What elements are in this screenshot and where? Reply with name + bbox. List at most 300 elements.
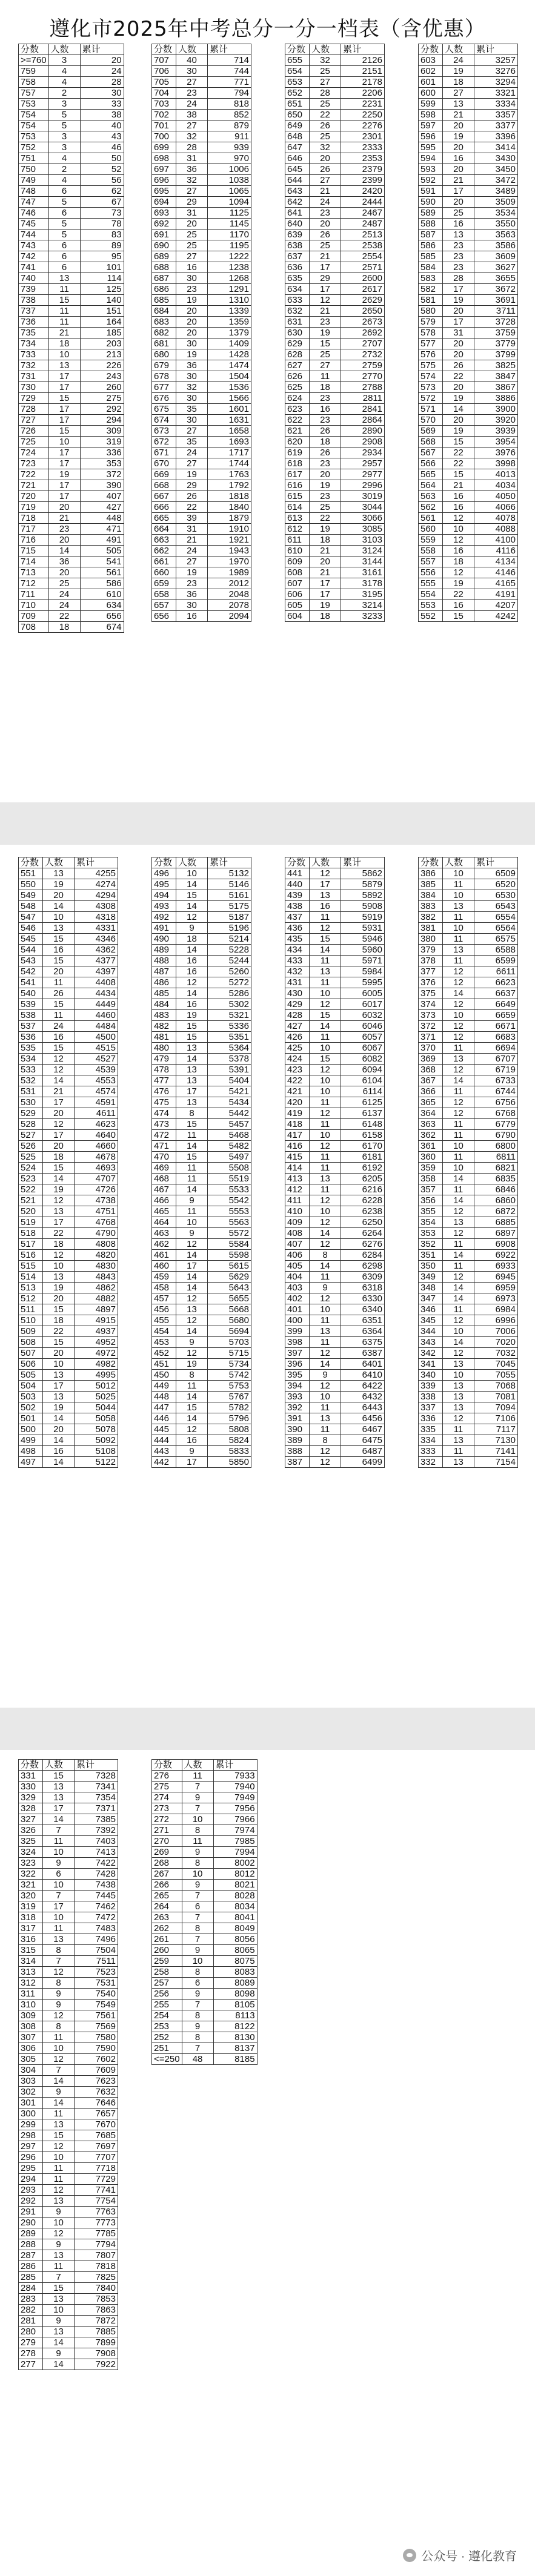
count-cell: 13 [48,273,80,284]
score-cell: 474 [152,1108,176,1119]
table-row [419,284,518,295]
count-cell: 23 [176,578,208,589]
table-row [19,1010,118,1021]
table-row [152,1250,251,1261]
score-cell: 458 [152,1283,176,1293]
score-cell: 711 [19,589,49,600]
cumulative-cell: 5161 [208,890,251,901]
score-column-1 [18,857,118,1468]
count-cell: 15 [310,1054,341,1065]
table-row [19,1413,118,1424]
count-cell: 9 [182,1847,213,1858]
cumulative-cell: 1125 [208,208,251,219]
count-cell: 26 [310,447,341,458]
score-cell: 612 [285,524,310,535]
column-header: 分数 [19,857,43,868]
table-row [152,977,251,988]
cumulative-cell: 7956 [213,1803,257,1814]
cumulative-cell: 4449 [75,999,118,1010]
table-row [419,164,518,175]
count-cell: 3 [48,99,80,110]
table-row [19,1457,118,1468]
cumulative-cell: 4707 [75,1174,118,1184]
count-cell: 13 [310,890,341,901]
score-cell: 497 [19,1457,43,1468]
score-cell: 341 [419,1359,443,1370]
count-cell: 9 [176,1446,208,1457]
count-cell: 12 [43,2141,75,2152]
score-cell: 439 [285,890,310,901]
cumulative-cell: 6959 [474,1283,518,1293]
table-row [152,611,251,622]
table-row [419,1359,518,1370]
count-cell: 10 [43,1847,75,1858]
table-row [285,502,385,513]
cumulative-cell: 4274 [75,879,118,890]
table-row [419,251,518,262]
score-cell: 630 [285,328,310,339]
count-cell: 13 [443,945,474,956]
score-cell: 358 [419,1174,443,1184]
cumulative-cell: 6094 [341,1065,385,1075]
score-cell: 575 [419,360,443,371]
count-cell: 25 [310,240,341,251]
cumulative-cell: 40 [80,121,124,131]
score-cell: 669 [152,469,176,480]
cumulative-cell: 5012 [75,1381,118,1392]
cumulative-cell: 5244 [208,956,251,966]
column-header: 人数 [443,44,474,55]
count-cell: 10 [310,1075,341,1086]
score-cell: 431 [285,977,310,988]
cumulative-cell: 2301 [341,131,385,142]
table-row [152,1054,251,1065]
table-row [419,404,518,415]
score-cell: 435 [285,934,310,945]
table-row [419,437,518,447]
count-cell: 13 [176,1304,208,1315]
cumulative-cell: 5879 [341,879,385,890]
table-row [152,1934,258,1945]
count-cell: 11 [43,2174,75,2185]
column-header: 分数 [19,1760,43,1771]
score-cell: 470 [152,1152,176,1163]
score-cell: 268 [152,1858,182,1869]
count-cell: 14 [43,2098,75,2109]
table-row [419,945,518,956]
table-row [285,1184,385,1195]
cumulative-cell: 5598 [208,1250,251,1261]
cumulative-cell: 6046 [341,1021,385,1032]
count-cell: 14 [43,1814,75,1825]
cumulative-cell: 101 [80,262,124,273]
score-cell: 732 [19,360,49,371]
score-cell: 717 [19,524,49,535]
table-row [285,999,385,1010]
cumulative-cell: 5434 [208,1097,251,1108]
cumulative-cell: 970 [208,153,251,164]
cumulative-cell: 7483 [75,1923,118,1934]
count-cell: 30 [176,371,208,382]
score-cell: 754 [19,110,49,121]
count-cell: 12 [443,1348,474,1359]
score-cell: 588 [419,219,443,230]
score-cell: 329 [19,1792,43,1803]
cumulative-cell: 7985 [213,1836,257,1847]
score-cell: 422 [285,1075,310,1086]
score-cell: 454 [152,1326,176,1337]
score-cell: 253 [152,2021,182,2032]
cumulative-cell: 1566 [208,393,251,404]
cumulative-cell: 6885 [474,1217,518,1228]
score-cell: 663 [152,535,176,546]
count-cell: 18 [48,339,80,349]
score-cell: 450 [152,1370,176,1381]
count-cell: 13 [310,1413,341,1424]
table-row [285,1152,385,1163]
score-cell: 610 [285,546,310,556]
cumulative-cell: 3161 [341,567,385,578]
count-cell: 18 [43,1315,75,1326]
cumulative-cell: 7354 [75,1792,118,1803]
count-cell: 35 [176,437,208,447]
score-cell: 307 [19,2032,43,2043]
table-row [285,1424,385,1435]
score-cell: 567 [419,447,443,458]
score-cell: 537 [19,1021,43,1032]
table-row [285,1381,385,1392]
table-row [19,1348,118,1359]
score-cell: 481 [152,1032,176,1043]
cumulative-cell: 8049 [213,1923,257,1934]
count-cell: 13 [43,868,75,879]
table-row [19,469,124,480]
table-row [285,349,385,360]
table-row [19,2218,118,2228]
table-row [152,988,251,999]
cumulative-cell: 5833 [208,1446,251,1457]
count-cell: 36 [48,556,80,567]
score-cell: 576 [419,349,443,360]
table-row [419,1457,518,1468]
table-row [152,1847,258,1858]
cumulative-cell: 5482 [208,1141,251,1152]
count-cell: 35 [176,404,208,415]
count-cell: 7 [43,1891,75,1901]
table-row [19,513,124,524]
cumulative-cell: 5404 [208,1075,251,1086]
cumulative-cell: 5553 [208,1206,251,1217]
count-cell: 12 [443,535,474,546]
count-cell: 26 [443,360,474,371]
cumulative-cell: 6192 [341,1163,385,1174]
table-row [419,868,518,879]
table-row [285,110,385,121]
score-cell: 548 [19,901,43,912]
count-cell: 9 [43,2348,75,2359]
score-column-1 [18,44,124,633]
count-cell: 14 [310,945,341,956]
cumulative-cell: 3019 [341,491,385,502]
score-cell: 397 [285,1348,310,1359]
table-row [285,1054,385,1065]
cumulative-cell: 7729 [75,2174,118,2185]
table-row [419,1392,518,1402]
cumulative-cell: 95 [80,251,124,262]
column-header: 累计 [474,857,518,868]
score-cell: 453 [152,1337,176,1348]
score-cell: 613 [285,513,310,524]
count-cell: 14 [443,1337,474,1348]
count-cell: 15 [443,437,474,447]
count-cell: 27 [176,556,208,567]
table-row [19,186,124,197]
score-cell: 483 [152,1010,176,1021]
score-cell: 579 [419,317,443,328]
score-cell: 489 [152,945,176,956]
count-cell: 24 [310,197,341,208]
count-cell: 13 [443,1359,474,1370]
count-cell: 17 [48,491,80,502]
table-row [19,1435,118,1446]
score-cell: 389 [285,1435,310,1446]
score-cell: 501 [19,1413,43,1424]
cumulative-cell: 7718 [75,2163,118,2174]
count-cell: 32 [176,175,208,186]
score-cell: 475 [152,1097,176,1108]
cumulative-cell: 5508 [208,1163,251,1174]
cumulative-cell: 2444 [341,197,385,208]
table-row [19,1858,118,1869]
count-cell: 14 [43,901,75,912]
count-cell: 12 [443,1315,474,1326]
score-cell: 726 [19,426,49,437]
cumulative-cell: 7511 [75,1956,118,1967]
table-row [19,131,124,142]
table-row [19,611,124,622]
count-cell: 18 [310,437,341,447]
count-cell: 4 [48,175,80,186]
table-row [152,437,251,447]
table-row [19,2141,118,2152]
score-cell: 295 [19,2163,43,2174]
count-cell: 16 [176,956,208,966]
score-cell: 553 [419,600,443,611]
count-cell: 9 [43,2087,75,2098]
table-row [419,1130,518,1141]
cumulative-cell: 292 [80,404,124,415]
table-row [419,1326,518,1337]
score-cell: 356 [419,1195,443,1206]
cumulative-cell: 309 [80,426,124,437]
score-cell: 675 [152,404,176,415]
score-cell: 641 [285,208,310,219]
cumulative-cell: 1601 [208,404,251,415]
score-cell: 683 [152,317,176,328]
table-row [285,1304,385,1315]
table-row [152,956,251,966]
score-cell: 337 [419,1402,443,1413]
count-cell: 25 [310,99,341,110]
cumulative-cell: 4611 [75,1108,118,1119]
cumulative-cell: 30 [80,88,124,99]
score-cell: 275 [152,1782,182,1792]
cumulative-cell: 6082 [341,1054,385,1065]
score-cell: 494 [152,890,176,901]
table-row [419,600,518,611]
count-cell: 27 [310,77,341,88]
score-cell: 330 [19,1782,43,1792]
cumulative-cell: 1763 [208,469,251,480]
count-cell: 20 [43,1108,75,1119]
table-row [285,1021,385,1032]
count-cell: 14 [176,988,208,999]
count-cell: 12 [310,1108,341,1119]
table-row [152,131,251,142]
count-cell: 17 [310,284,341,295]
count-cell: 11 [43,977,75,988]
score-cell: 694 [152,197,176,208]
cumulative-cell: 1038 [208,175,251,186]
cumulative-cell: 6564 [474,923,518,934]
score-cell: 440 [285,879,310,890]
cumulative-cell: 7966 [213,1814,257,1825]
table-row [285,77,385,88]
count-cell: 24 [176,447,208,458]
table-row [152,1956,258,1967]
score-cell: 476 [152,1086,176,1097]
table-row [19,1141,118,1152]
count-cell: 16 [443,153,474,164]
score-cell: 654 [285,66,310,77]
score-cell: 592 [419,175,443,186]
count-cell: 11 [443,1304,474,1315]
score-cell: 738 [19,295,49,306]
score-cell: 666 [152,502,176,513]
cumulative-cell: 7371 [75,1803,118,1814]
table-row [419,966,518,977]
table-row [152,1901,258,1912]
count-cell: 15 [176,1021,208,1032]
score-cell: 293 [19,2185,43,2196]
cumulative-cell: 1310 [208,295,251,306]
score-cell: 671 [152,447,176,458]
count-cell: 17 [48,371,80,382]
table-row [19,77,124,88]
table-row [285,589,385,600]
score-cell: 487 [152,966,176,977]
cumulative-cell: 5351 [208,1032,251,1043]
cumulative-cell: 7422 [75,1858,118,1869]
table-row [19,2337,118,2348]
cumulative-cell: 6148 [341,1119,385,1130]
count-cell: 13 [443,1402,474,1413]
score-cell: 532 [19,1075,43,1086]
table-row [152,1174,251,1184]
count-cell: 10 [443,868,474,879]
score-cell: 399 [285,1326,310,1337]
table-row [152,890,251,901]
count-cell: 8 [176,1108,208,1119]
cumulative-cell: 151 [80,306,124,317]
table-row [419,1348,518,1359]
table-row [19,480,124,491]
count-cell: 24 [48,600,80,611]
cumulative-cell: 4640 [75,1130,118,1141]
table-row [152,1130,251,1141]
cumulative-cell: 6768 [474,1108,518,1119]
count-cell: 27 [310,175,341,186]
score-cell: 455 [152,1315,176,1326]
count-cell: 16 [43,945,75,956]
table-row [152,1891,258,1901]
table-row [19,868,118,879]
count-cell: 30 [176,66,208,77]
count-cell: 11 [48,284,80,295]
count-cell: 11 [310,912,341,923]
table-row [19,945,118,956]
table-row [152,1978,258,1989]
count-cell: 10 [443,1010,474,1021]
cumulative-cell: 1658 [208,426,251,437]
table-row [152,88,251,99]
score-cell: 416 [285,1141,310,1152]
count-cell: 12 [310,1348,341,1359]
table-row [19,2228,118,2239]
table-row [285,1119,385,1130]
count-cell: 14 [176,1392,208,1402]
score-cell: 383 [419,901,443,912]
cumulative-cell: 5122 [75,1457,118,1468]
score-cell: 550 [19,879,43,890]
cumulative-cell: 3396 [474,131,518,142]
table-row [19,622,124,633]
table-row [19,1283,118,1293]
count-cell: 12 [176,977,208,988]
score-cell: 305 [19,2054,43,2065]
table-row [19,382,124,393]
count-cell: 23 [310,491,341,502]
score-cell: 598 [419,110,443,121]
table-row [152,1348,251,1359]
count-cell: 17 [43,1130,75,1141]
cumulative-cell: 7707 [75,2152,118,2163]
count-cell: 15 [176,1032,208,1043]
cumulative-cell: 5824 [208,1435,251,1446]
count-cell: 23 [310,458,341,469]
cumulative-cell: 427 [80,502,124,513]
count-cell: 11 [443,1239,474,1250]
cumulative-cell: 2890 [341,426,385,437]
score-cell: 446 [152,1413,176,1424]
table-row [152,1195,251,1206]
table-row [152,1792,258,1803]
cumulative-cell: 294 [80,415,124,426]
cumulative-cell: 5044 [75,1402,118,1413]
cumulative-cell: 4982 [75,1359,118,1370]
table-row [419,393,518,404]
table-row [19,578,124,589]
table-row [152,142,251,153]
count-cell: 11 [43,2032,75,2043]
count-cell: 12 [43,1054,75,1065]
score-cell: 570 [419,415,443,426]
cumulative-cell: 6216 [341,1184,385,1195]
count-cell: 10 [176,1217,208,1228]
score-cell: 368 [419,1065,443,1075]
table-row [19,1130,118,1141]
column-header: 分数 [152,44,176,55]
